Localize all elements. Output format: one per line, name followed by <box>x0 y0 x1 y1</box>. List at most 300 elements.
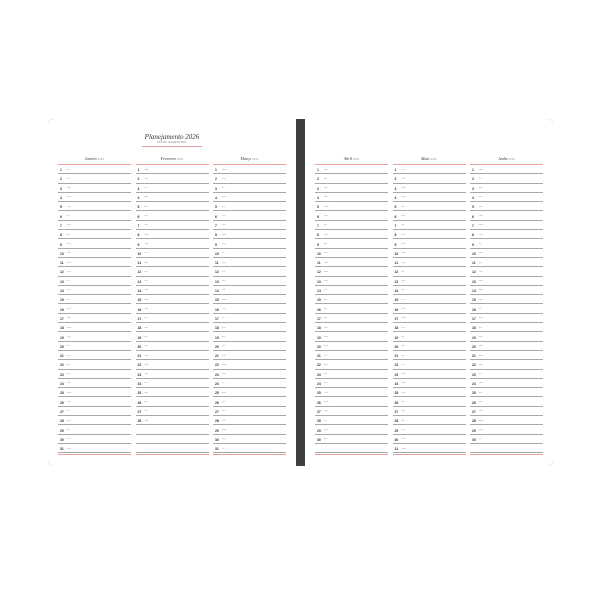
weekday-label: qui <box>401 224 405 227</box>
weekday-label: sex <box>479 270 483 273</box>
day-row[interactable] <box>315 174 388 183</box>
day-number: 25 <box>472 391 476 396</box>
month-name: Maio <box>421 156 430 161</box>
day-number: 30 <box>472 437 476 442</box>
day-row[interactable] <box>393 221 466 230</box>
day-row[interactable] <box>213 351 286 360</box>
weekday-label: dom <box>479 419 484 422</box>
day-row[interactable] <box>136 351 209 360</box>
day-row[interactable] <box>315 239 388 248</box>
weekday-label: sex <box>401 298 405 301</box>
day-row[interactable] <box>213 230 286 239</box>
day-row[interactable] <box>58 388 131 397</box>
day-row[interactable] <box>470 249 543 258</box>
day-number: 30 <box>215 437 219 442</box>
day-row[interactable] <box>136 211 209 220</box>
day-row[interactable] <box>315 202 388 211</box>
weekday-label: sex <box>401 428 405 431</box>
day-row[interactable] <box>58 379 131 388</box>
weekday-label: qua <box>401 410 406 413</box>
weekday-label: sex <box>67 373 71 376</box>
day-row[interactable] <box>315 332 388 341</box>
day-row[interactable] <box>470 370 543 379</box>
day-row[interactable] <box>213 435 286 444</box>
day-row[interactable] <box>213 407 286 416</box>
weekday-label: sáb <box>222 289 226 292</box>
weekday-label: sáb <box>401 242 406 245</box>
day-row[interactable] <box>315 323 388 332</box>
day-number: 8 <box>60 233 62 238</box>
weekday-label: seg <box>401 326 406 329</box>
day-row[interactable] <box>213 295 286 304</box>
day-row[interactable] <box>470 202 543 211</box>
day-row[interactable] <box>136 258 209 267</box>
day-row[interactable] <box>470 277 543 286</box>
day-row[interactable] <box>213 211 286 220</box>
day-row[interactable] <box>315 379 388 388</box>
weekday-label: qui <box>222 401 225 404</box>
day-row[interactable] <box>393 416 466 425</box>
weekday-label: ter <box>67 215 70 218</box>
day-row[interactable] <box>393 165 466 174</box>
day-row[interactable] <box>393 239 466 248</box>
day-number: 6 <box>215 214 217 219</box>
day-number: 24 <box>137 382 142 387</box>
day-number: 9 <box>317 242 319 247</box>
day-row[interactable] <box>315 184 388 193</box>
day-row[interactable] <box>470 435 543 444</box>
day-row[interactable] <box>58 295 131 304</box>
weekday-label: sáb <box>324 196 328 199</box>
day-row[interactable] <box>470 407 543 416</box>
day-row[interactable] <box>393 397 466 406</box>
day-number: 30 <box>317 437 321 442</box>
weekday-label: dom <box>67 261 72 264</box>
day-row[interactable] <box>315 286 388 295</box>
day-row[interactable] <box>58 435 131 444</box>
weekday-label: seg <box>67 205 71 208</box>
day-number: 21 <box>317 354 321 359</box>
day-row[interactable] <box>58 211 131 220</box>
weekday-label: sex <box>324 252 328 255</box>
day-row[interactable] <box>315 360 388 369</box>
day-row[interactable] <box>213 239 286 248</box>
day-number: 28 <box>60 419 64 424</box>
day-row[interactable] <box>136 184 209 193</box>
weekday-label: dom <box>401 252 406 255</box>
day-number: 17 <box>394 316 399 321</box>
day-row[interactable] <box>136 435 209 444</box>
weekday-label: qui <box>67 298 70 301</box>
day-list <box>213 165 286 453</box>
day-number: 31 <box>394 447 399 452</box>
day-row[interactable] <box>136 295 209 304</box>
day-row[interactable] <box>393 425 466 434</box>
day-row[interactable] <box>136 342 209 351</box>
weekday-label: sex <box>222 280 226 283</box>
day-number: 22 <box>137 363 142 368</box>
day-row[interactable] <box>315 388 388 397</box>
weekday-label: qua <box>67 224 71 227</box>
day-row[interactable] <box>136 230 209 239</box>
day-row[interactable] <box>315 211 388 220</box>
weekday-label: seg <box>144 177 149 180</box>
day-row[interactable] <box>470 444 543 453</box>
day-row[interactable] <box>470 351 543 360</box>
day-number: 30 <box>60 437 64 442</box>
day-number: 25 <box>394 391 399 396</box>
day-number: 9 <box>472 242 474 247</box>
day-row[interactable] <box>58 407 131 416</box>
day-row[interactable] <box>315 295 388 304</box>
weekday-label: seg <box>67 335 71 338</box>
weekday-label: ter <box>401 205 405 208</box>
day-row[interactable] <box>213 425 286 434</box>
day-row[interactable] <box>315 193 388 202</box>
day-row[interactable] <box>58 342 131 351</box>
day-row[interactable] <box>213 277 286 286</box>
day-row[interactable] <box>58 277 131 286</box>
day-row[interactable] <box>136 407 209 416</box>
day-row[interactable] <box>393 323 466 332</box>
weekday-label: dom <box>67 326 72 329</box>
day-row[interactable] <box>136 360 209 369</box>
weekday-label: sáb <box>222 224 226 227</box>
day-row[interactable] <box>393 184 466 193</box>
day-row[interactable] <box>393 295 466 304</box>
day-number: 11 <box>317 261 321 266</box>
weekday-label: ter <box>67 280 70 283</box>
day-row[interactable] <box>470 211 543 220</box>
day-row[interactable] <box>58 184 131 193</box>
day-row[interactable] <box>393 193 466 202</box>
weekday-label: ter <box>324 289 327 292</box>
day-number: 20 <box>472 344 476 349</box>
weekday-label: dom <box>222 168 227 171</box>
day-row[interactable] <box>470 388 543 397</box>
right-month-columns <box>315 155 543 463</box>
day-row[interactable] <box>315 351 388 360</box>
day-row[interactable] <box>393 351 466 360</box>
day-row[interactable] <box>470 295 543 304</box>
day-row[interactable] <box>136 221 209 230</box>
weekday-label: qui <box>67 233 70 236</box>
day-row[interactable] <box>315 230 388 239</box>
weekday-label: sáb <box>144 354 149 357</box>
weekday-label: qua <box>222 196 226 199</box>
day-row[interactable] <box>470 342 543 351</box>
day-row[interactable] <box>470 165 543 174</box>
day-row[interactable] <box>315 258 388 267</box>
weekday-label: seg <box>401 391 406 394</box>
weekday-label: sex <box>324 382 328 385</box>
day-row[interactable] <box>393 277 466 286</box>
day-row[interactable] <box>136 416 209 425</box>
day-row[interactable] <box>58 444 131 453</box>
day-list <box>58 165 131 453</box>
day-row[interactable] <box>393 230 466 239</box>
day-row[interactable] <box>315 425 388 434</box>
day-row[interactable] <box>470 397 543 406</box>
day-row[interactable] <box>213 388 286 397</box>
planner-spread <box>48 119 553 466</box>
day-row[interactable] <box>136 444 209 453</box>
day-number: 1 <box>60 168 62 173</box>
day-list <box>136 165 209 453</box>
day-row[interactable] <box>315 249 388 258</box>
day-row[interactable] <box>58 370 131 379</box>
day-row[interactable] <box>213 249 286 258</box>
day-row[interactable] <box>213 314 286 323</box>
day-row[interactable] <box>213 379 286 388</box>
day-row[interactable] <box>213 165 286 174</box>
day-number: 9 <box>137 242 140 247</box>
day-row[interactable] <box>58 258 131 267</box>
day-row[interactable] <box>58 202 131 211</box>
day-row[interactable] <box>393 379 466 388</box>
day-row[interactable] <box>58 267 131 276</box>
day-row[interactable] <box>470 314 543 323</box>
day-row[interactable] <box>213 193 286 202</box>
day-row[interactable] <box>315 277 388 286</box>
day-row[interactable] <box>315 407 388 416</box>
day-row[interactable] <box>136 202 209 211</box>
day-row[interactable] <box>470 230 543 239</box>
day-row[interactable] <box>213 174 286 183</box>
weekday-label: qua <box>324 428 328 431</box>
day-row[interactable] <box>393 174 466 183</box>
day-row[interactable] <box>136 193 209 202</box>
day-row[interactable] <box>393 332 466 341</box>
day-row[interactable] <box>315 435 388 444</box>
day-row[interactable] <box>136 277 209 286</box>
weekday-label: ter <box>401 270 405 273</box>
day-row[interactable] <box>213 258 286 267</box>
weekday-label: qui <box>222 335 225 338</box>
day-row[interactable] <box>470 425 543 434</box>
day-row[interactable] <box>58 360 131 369</box>
day-row[interactable] <box>58 314 131 323</box>
day-row[interactable] <box>393 249 466 258</box>
weekday-label: seg <box>324 280 328 283</box>
day-row[interactable] <box>393 314 466 323</box>
day-row[interactable] <box>393 304 466 313</box>
day-row[interactable] <box>136 239 209 248</box>
day-row[interactable] <box>315 342 388 351</box>
day-number: 2 <box>394 177 397 182</box>
day-row[interactable] <box>58 351 131 360</box>
day-row[interactable] <box>136 425 209 434</box>
day-number: 26 <box>215 400 219 405</box>
day-row[interactable] <box>315 165 388 174</box>
weekday-label: qui <box>222 205 225 208</box>
month-header <box>213 155 286 165</box>
day-row[interactable] <box>213 360 286 369</box>
weekday-label: qua <box>479 317 483 320</box>
weekday-label: qui <box>144 270 148 273</box>
day-row[interactable] <box>470 258 543 267</box>
day-row[interactable] <box>58 416 131 425</box>
day-row[interactable] <box>470 184 543 193</box>
day-number: 12 <box>137 270 142 275</box>
weekday-label: qua <box>67 419 71 422</box>
day-row[interactable] <box>393 388 466 397</box>
day-row[interactable] <box>58 221 131 230</box>
day-row[interactable] <box>58 332 131 341</box>
day-number: 3 <box>472 186 474 191</box>
day-row[interactable] <box>213 202 286 211</box>
column-end-line <box>470 454 543 455</box>
day-row[interactable] <box>136 323 209 332</box>
day-row[interactable] <box>213 286 286 295</box>
day-row[interactable] <box>136 379 209 388</box>
day-row[interactable] <box>393 360 466 369</box>
day-row[interactable] <box>213 184 286 193</box>
day-row[interactable] <box>136 174 209 183</box>
weekday-label: ter <box>222 252 225 255</box>
day-number: 28 <box>317 419 321 424</box>
day-row[interactable] <box>136 332 209 341</box>
day-row[interactable] <box>58 249 131 258</box>
day-row[interactable] <box>58 286 131 295</box>
day-number: 5 <box>60 205 62 210</box>
day-row[interactable] <box>470 174 543 183</box>
day-row[interactable] <box>136 286 209 295</box>
day-row[interactable] <box>213 323 286 332</box>
day-list <box>393 165 466 453</box>
day-row[interactable] <box>315 397 388 406</box>
day-row[interactable] <box>393 370 466 379</box>
day-number: 7 <box>472 223 474 228</box>
column-end-line <box>136 454 209 455</box>
day-row[interactable] <box>213 370 286 379</box>
weekday-label: dom <box>324 270 329 273</box>
day-row[interactable] <box>136 397 209 406</box>
day-number: 17 <box>215 316 219 321</box>
day-row[interactable] <box>58 165 131 174</box>
day-number: 24 <box>317 382 321 387</box>
day-row[interactable] <box>393 407 466 416</box>
day-row[interactable] <box>470 286 543 295</box>
day-row[interactable] <box>470 332 543 341</box>
day-number: 16 <box>137 307 142 312</box>
day-number: 12 <box>60 270 64 275</box>
day-row[interactable] <box>315 267 388 276</box>
day-number: 2 <box>60 177 62 182</box>
day-row[interactable] <box>58 174 131 183</box>
weekday-label: sex <box>144 280 148 283</box>
day-row[interactable] <box>58 239 131 248</box>
day-row[interactable] <box>470 379 543 388</box>
day-row[interactable] <box>136 388 209 397</box>
day-row[interactable] <box>393 211 466 220</box>
weekday-label: sex <box>479 401 483 404</box>
day-number: 23 <box>215 372 219 377</box>
day-row[interactable] <box>470 221 543 230</box>
day-row[interactable] <box>213 416 286 425</box>
day-row[interactable] <box>213 304 286 313</box>
day-row[interactable] <box>213 332 286 341</box>
day-row[interactable] <box>315 221 388 230</box>
day-row[interactable] <box>136 249 209 258</box>
day-row[interactable] <box>213 397 286 406</box>
day-row[interactable] <box>470 416 543 425</box>
day-row[interactable] <box>315 416 388 425</box>
day-row[interactable] <box>393 267 466 276</box>
day-row[interactable] <box>58 230 131 239</box>
day-number: 16 <box>60 307 64 312</box>
day-row[interactable] <box>393 444 466 453</box>
day-row[interactable] <box>470 193 543 202</box>
day-row[interactable] <box>393 342 466 351</box>
day-row[interactable] <box>58 425 131 434</box>
day-number: 5 <box>472 205 474 210</box>
weekday-label: dom <box>144 233 149 236</box>
weekday-label: qui <box>67 168 70 171</box>
day-row[interactable] <box>470 360 543 369</box>
day-number: 23 <box>317 372 321 377</box>
day-number: 17 <box>60 316 64 321</box>
column-end-line <box>213 454 286 455</box>
day-number: 6 <box>317 214 319 219</box>
day-row[interactable] <box>213 342 286 351</box>
weekday-label: dom <box>479 354 484 357</box>
day-row[interactable] <box>58 193 131 202</box>
day-row[interactable] <box>470 323 543 332</box>
day-number: 14 <box>394 289 399 294</box>
day-row[interactable] <box>393 435 466 444</box>
weekday-label: qui <box>67 428 70 431</box>
month-column-janeiro <box>58 155 131 463</box>
day-row[interactable] <box>213 444 286 453</box>
weekday-label: sáb <box>144 289 149 292</box>
day-row[interactable] <box>470 304 543 313</box>
day-row[interactable] <box>213 267 286 276</box>
day-number: 9 <box>60 242 62 247</box>
day-number: 22 <box>60 363 64 368</box>
day-number: 24 <box>394 382 399 387</box>
day-row[interactable] <box>213 221 286 230</box>
day-number: 10 <box>317 251 321 256</box>
day-number: 26 <box>137 400 142 405</box>
day-row[interactable] <box>136 165 209 174</box>
day-row[interactable] <box>393 202 466 211</box>
day-row[interactable] <box>136 304 209 313</box>
day-row[interactable] <box>470 239 543 248</box>
day-row[interactable] <box>315 370 388 379</box>
day-row[interactable] <box>58 397 131 406</box>
day-row[interactable] <box>393 258 466 267</box>
day-row[interactable] <box>58 323 131 332</box>
day-row[interactable] <box>470 267 543 276</box>
day-number: 10 <box>394 251 399 256</box>
day-row[interactable] <box>58 304 131 313</box>
weekday-label: qui <box>401 354 405 357</box>
day-row[interactable] <box>136 267 209 276</box>
day-number: 7 <box>394 223 397 228</box>
day-row[interactable] <box>136 370 209 379</box>
weekday-label: qua <box>222 261 226 264</box>
day-row[interactable] <box>315 444 388 453</box>
day-row[interactable] <box>315 314 388 323</box>
day-number: 26 <box>394 400 399 405</box>
day-row[interactable] <box>393 286 466 295</box>
day-number: 25 <box>317 391 321 396</box>
day-row[interactable] <box>136 314 209 323</box>
month-year: 2026 <box>352 159 360 161</box>
day-number: 22 <box>215 363 219 368</box>
day-row[interactable] <box>315 304 388 313</box>
